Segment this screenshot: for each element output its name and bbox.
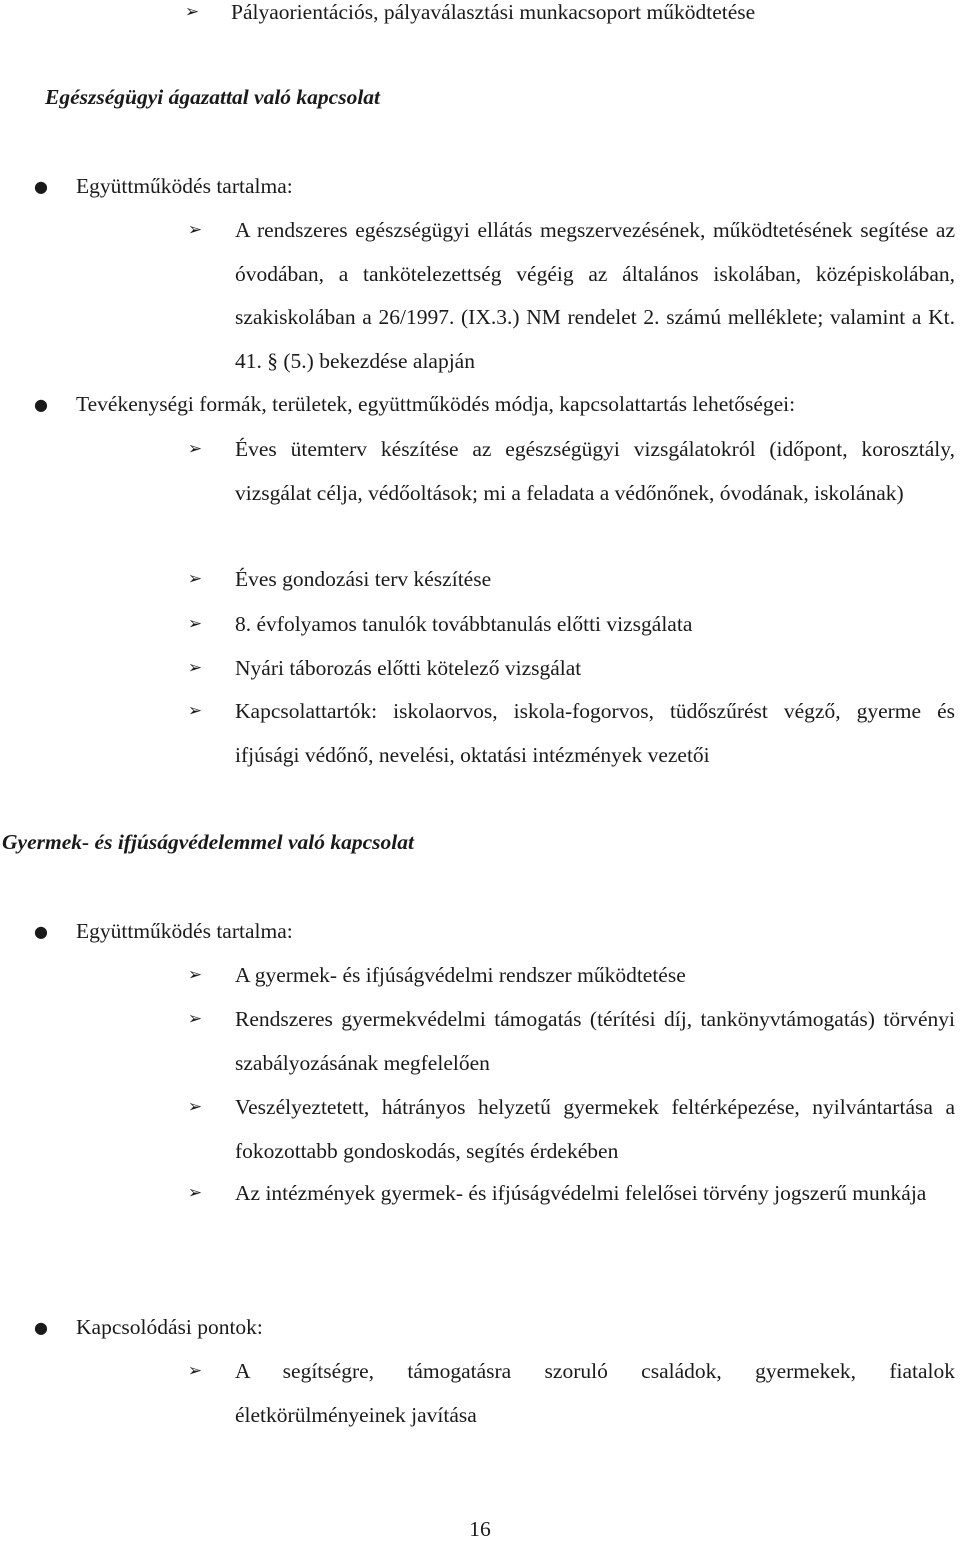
arrow-bullet-icon: ➢ — [184, 2, 200, 22]
dot-bullet-icon: ● — [34, 922, 48, 941]
list-item: Éves gondozási terv készítése — [235, 567, 492, 591]
arrow-bullet-icon: ➢ — [187, 614, 203, 634]
page-number: 16 — [469, 1517, 491, 1541]
list-item: A segítségre, támogatásra szoruló családok, gyermekek, fiatalok életkörülményeinek javítása — [235, 1359, 955, 1427]
list-item: A gyermek- és ifjúságvédelmi rendszer működtetése — [235, 963, 686, 987]
list-item: Veszélyeztetett, hátrányos helyzetű gyermekek feltérképezése, nyilvántartása a fokozottabb gondoskodás, segítés érdekében — [235, 1095, 955, 1163]
list-item: Éves ütemterv készítése az egészségügyi vizsgálatokról (időpont, korosztály, vizsgálat célja, védőoltások; mi a feladata a védőnőnek, óvodának, iskolának) — [235, 437, 955, 505]
dot-bullet-icon: ● — [34, 177, 48, 196]
list-item: Pályaorientációs, pályaválasztási munkacsoport működtetése — [231, 0, 756, 24]
arrow-bullet-icon: ➢ — [187, 965, 203, 985]
arrow-bullet-icon: ➢ — [187, 658, 203, 678]
arrow-bullet-icon: ➢ — [187, 1361, 203, 1381]
section-heading-child-protection: Gyermek- és ifjúságvédelemmel való kapcsolat — [2, 830, 414, 854]
bullet-label: Kapcsolódási pontok: — [76, 1315, 263, 1339]
bullet-label: Együttműködés tartalma: — [76, 174, 293, 198]
arrow-bullet-icon: ➢ — [187, 701, 203, 721]
list-item: Kapcsolattartók: iskolaorvos, iskola-fogorvos, tüdőszűrést végző, gyerme és ifjúsági védőnő, nevelési, oktatási intézmények vezetői — [235, 699, 955, 767]
bullet-label: Tevékenységi formák, területek, együttműködés módja, kapcsolattartás lehetőségei: — [76, 392, 796, 416]
list-item: 8. évfolyamos tanulók továbbtanulás előtti vizsgálata — [235, 612, 693, 636]
arrow-bullet-icon: ➢ — [187, 439, 203, 459]
arrow-bullet-icon: ➢ — [187, 1097, 203, 1117]
arrow-bullet-icon: ➢ — [187, 220, 203, 240]
arrow-bullet-icon: ➢ — [187, 1009, 203, 1029]
section-heading-health: Egészségügyi ágazattal való kapcsolat — [45, 85, 381, 109]
list-item: Rendszeres gyermekvédelmi támogatás (térítési díj, tankönyvtámogatás) törvényi szabályozásának megfelelően — [235, 1007, 955, 1075]
list-item: Az intézmények gyermek- és ifjúságvédelmi felelősei törvény jogszerű munkája — [235, 1181, 927, 1205]
bullet-label: Együttműködés tartalma: — [76, 919, 293, 943]
arrow-bullet-icon: ➢ — [187, 569, 203, 589]
list-item: Nyári táborozás előtti kötelező vizsgálat — [235, 656, 582, 680]
dot-bullet-icon: ● — [34, 1318, 48, 1337]
dot-bullet-icon: ● — [34, 395, 48, 414]
arrow-bullet-icon: ➢ — [187, 1183, 203, 1203]
list-item: A rendszeres egészségügyi ellátás megszervezésének, működtetésének segítése az óvodában, a tankötelezettség végéig az általános iskolában, középiskolában, szakiskolában a 26/1997. (IX.3.) NM rendelet 2. számú melléklete; valamint a Kt. 41. § (5.) bekezdése alapján — [235, 218, 955, 373]
